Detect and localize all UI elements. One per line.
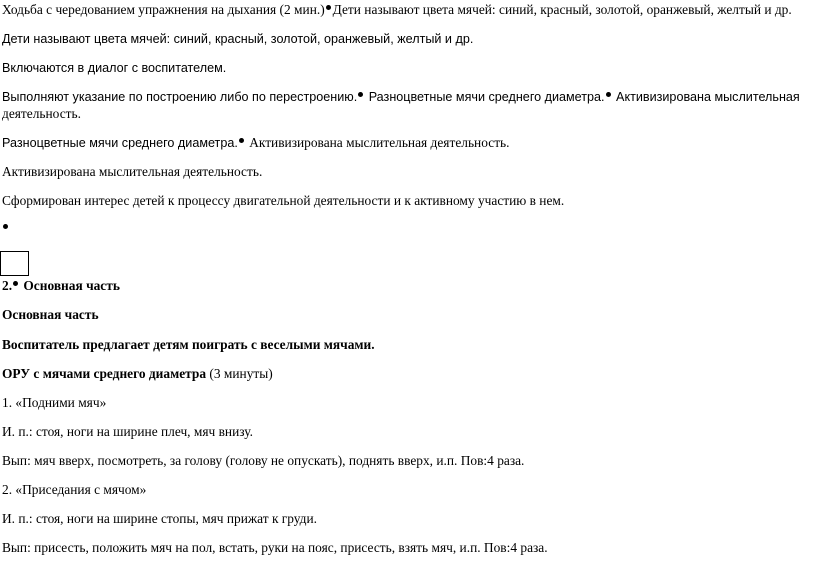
text-line-3: Включаются в диалог с воспитателем. <box>2 61 227 75</box>
bullet-icon <box>326 5 331 10</box>
text-line-9 <box>2 221 10 237</box>
line-1-part-b: Дети называют цвета мячей: синий, красный, золотой, оранжевый, желтый и др. <box>332 2 792 17</box>
line-4-part-c: Активизирована мыслительная <box>612 90 800 104</box>
bullet-icon <box>13 281 18 286</box>
text-line-13: 1. «Подними мяч» <box>2 395 107 410</box>
text-line-17: И. п.: стоя, ноги на ширине стопы, мяч прижат к груди. <box>2 511 317 526</box>
bullet-icon <box>239 138 244 143</box>
text-line-16: 2. «Приседания с мячом» <box>2 482 147 497</box>
text-line-4 <box>2 89 800 105</box>
line-4-part-b: Разноцветные мячи среднего диаметра. <box>365 90 605 104</box>
bullet-icon <box>606 92 611 97</box>
section-number: 2. <box>2 278 13 293</box>
section-heading <box>2 278 120 294</box>
line-1-part-a: Ходьба с чередованием упражнения на дыхания (2 мин.) <box>2 2 325 17</box>
text-line-8: Сформирован интерес детей к процессу двигательной деятельности и к активному участию в нем. <box>2 193 565 208</box>
line-12-part-b: (3 минуты) <box>206 366 273 381</box>
line-6-part-b: Активизирована мыслительная деятельность. <box>245 135 510 150</box>
text-line-15: Вып: мяч вверх, посмотреть, за голову (голову не опускать), поднять вверх, и.п. Пов:4 раза. <box>2 453 525 468</box>
text-line-6 <box>2 135 510 151</box>
bullet-icon <box>3 224 8 229</box>
text-line-2: Дети называют цвета мячей: синий, красный, золотой, оранжевый, желтый и др. <box>2 32 474 46</box>
text-line-11: Воспитатель предлагает детям поиграть с веселыми мячами. <box>2 337 375 352</box>
text-line-7: Активизирована мыслительная деятельность. <box>2 164 263 179</box>
text-line-1 <box>2 2 792 18</box>
text-line-12 <box>2 366 273 382</box>
text-line-18: Вып: присесть, положить мяч на пол, встать, руки на пояс, присесть, взять мяч, и.п. Пов:4 раза. <box>2 540 548 555</box>
bullet-icon <box>358 92 363 97</box>
empty-checkbox-frame <box>0 251 29 276</box>
line-6-part-a: Разноцветные мячи среднего диаметра. <box>2 136 238 150</box>
section-title: Основная часть <box>20 278 120 293</box>
text-line-10: Основная часть <box>2 307 99 322</box>
line-12-part-a: ОРУ с мячами среднего диаметра <box>2 366 207 381</box>
text-line-5: деятельность. <box>2 106 81 121</box>
text-line-14: И. п.: стоя, ноги на ширине плеч, мяч внизу. <box>2 424 253 439</box>
line-4-part-a: Выполняют указание по построению либо по перестроению. <box>2 90 358 104</box>
